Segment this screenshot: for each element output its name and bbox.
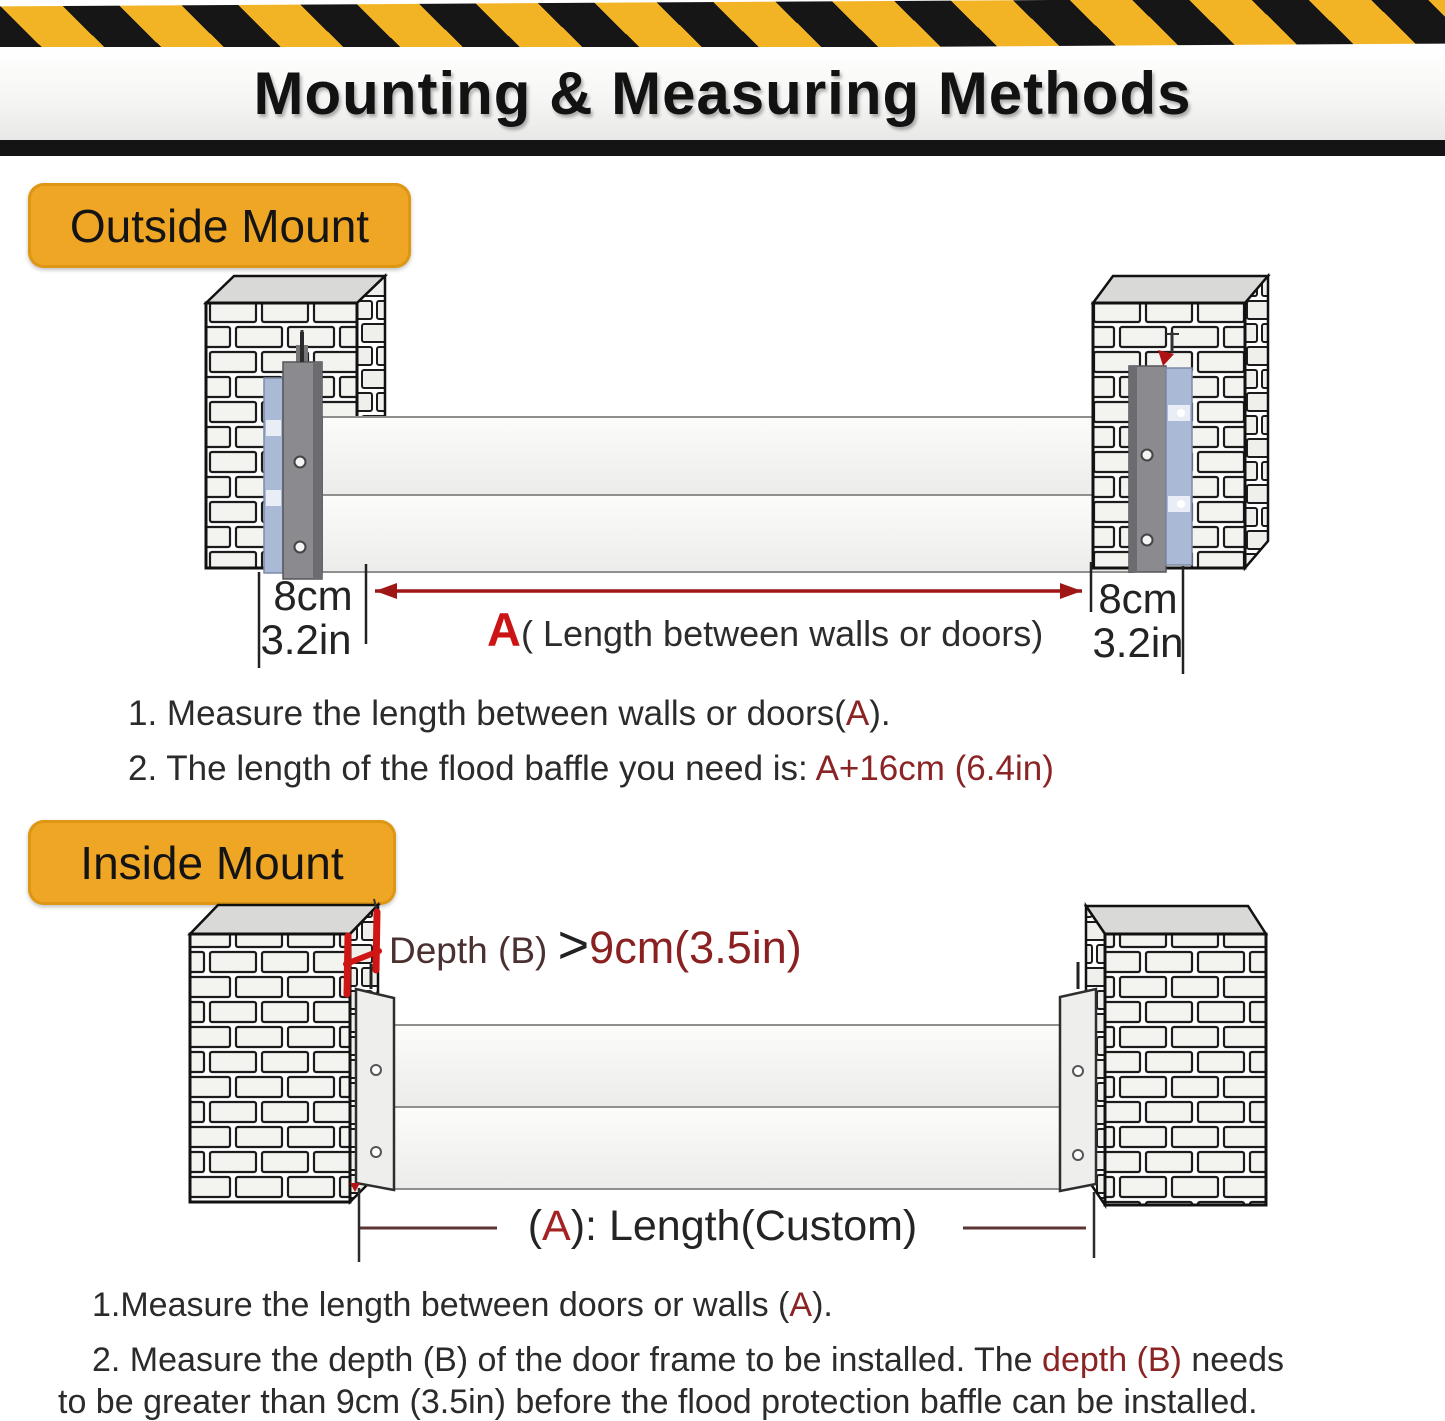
inside-mount-label: Inside Mount [80, 836, 344, 889]
outside-step-2 [128, 749, 1054, 789]
flood-barrier [394, 1025, 1060, 1189]
depth-annotation-value: 9cm(3.5in) [589, 922, 802, 973]
right-mount-bracket [1060, 962, 1096, 1191]
inside-step-1 [92, 1286, 833, 1325]
step-text: 2. The length of the flood baffle you need is: [128, 749, 816, 788]
step-highlight: A [789, 1286, 813, 1324]
outside-mount-badge [28, 183, 411, 268]
step-text: 1.Measure the length between doors or walls ( [92, 1286, 790, 1324]
page-title: Mounting & Measuring Methods [253, 60, 1192, 127]
step-text: 1. Measure the length between walls or doors( [128, 694, 846, 733]
right-offset-in: 3.2in [1092, 619, 1184, 666]
right-pillar [1086, 906, 1266, 1205]
step-text: to be greater than 9cm (3.5in) before the flood protection baffle can be installed. [58, 1383, 1258, 1421]
inside-step-2-continued [58, 1383, 1258, 1421]
step-highlight: A+16cm (6.4in) [815, 749, 1054, 788]
left-offset-in: 3.2in [260, 616, 352, 663]
step-highlight: A [845, 694, 870, 733]
depth-annotation-text: Depth (B) [389, 930, 558, 971]
step-text: 2. Measure the depth (B) of the door frame to be installed. The [92, 1341, 1043, 1379]
left-offset-cm: 8cm [273, 572, 353, 619]
flood-barrier [322, 417, 1133, 572]
inside-step-2 [92, 1341, 1284, 1380]
step-highlight: depth (B) [1042, 1341, 1182, 1379]
length-custom-text: ): Length(Custom) [570, 1202, 918, 1250]
outside-mount-label: Outside Mount [69, 199, 370, 252]
length-annotation [487, 602, 1043, 657]
left-mount-bracket [350, 964, 394, 1192]
outside-step-1 [128, 694, 891, 734]
title-band [0, 47, 1445, 140]
header-divider [0, 140, 1445, 156]
inside-mount-badge [28, 820, 396, 905]
greater-than-sign: > [557, 915, 590, 975]
step-text: ). [812, 1286, 833, 1324]
right-mount-channel [1129, 350, 1192, 572]
length-custom-a: A [542, 1202, 571, 1250]
caution-stripes [0, 0, 1445, 52]
length-custom-annotation [0, 1202, 1445, 1251]
step-text: ). [869, 694, 891, 733]
step-text: needs [1181, 1341, 1284, 1379]
length-annotation-text: ( Length between walls or doors) [520, 613, 1044, 654]
length-annotation-a: A [487, 603, 521, 656]
depth-annotation [389, 914, 802, 976]
length-custom-open: ( [527, 1202, 543, 1250]
right-offset-cm: 8cm [1098, 575, 1178, 622]
